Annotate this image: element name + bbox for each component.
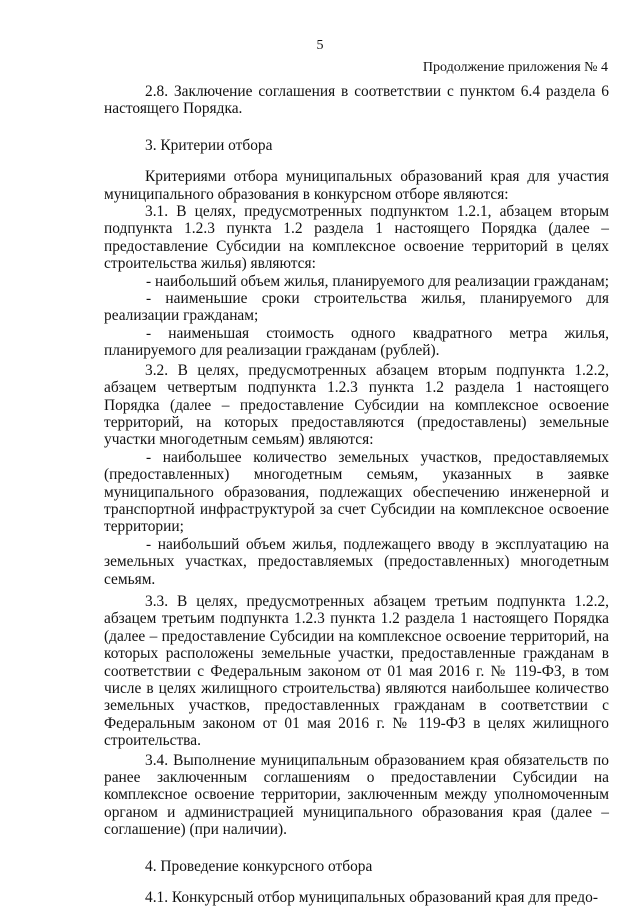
paragraph-3-2-item-1: - наибольшее количество земельных участков, предоставляемых (предоставленных) многодетным семьям, указанных в заявке муниципального образования, подлежащих обеспечению инженерной и транспортной инфраструктурой за счет Субсидии на комплексное освоение территории; <box>104 448 609 536</box>
paragraph-3-3: 3.3. В целях, предусмотренных абзацем третьим подпункта 1.2.2, абзацем третьим подпункта 1.2.3 пункта 1.2 раздела 1 настоящего Порядка (далее – предоставление Субсидии на комплексное освоение территорий, на которых расположены земельные участки, предоставленные гражданам в соответствии с Федеральным законом от 01 мая 2016 г. № 119-ФЗ, в том числе в целях жилищного строительства) являются наибольшее количество земельных участков, предоставленных гражданам в соответствии с Федеральным законом от 01 мая 2016 г. № 119-ФЗ в целях жилищного строительства. <box>104 592 609 750</box>
paragraph-3-intro: Критериями отбора муниципальных образований края для участия муниципального образования в конкурсном отборе являются: <box>104 168 609 203</box>
paragraph-3-1: 3.1. В целях, предусмотренных подпунктом 1.2.1, абзацем вторым подпункта 1.2.3 пункта 1.2 раздела 1 настоящего Порядка (далее – предоставление Субсидии на комплексное освоение территорий в целях строительства жилья) являются: <box>104 203 609 273</box>
annex-label: Продолжение приложения № 4 <box>422 60 608 75</box>
page-number: 5 <box>316 38 324 53</box>
section-3-heading: 3. Критерии отбора <box>145 136 273 154</box>
document-body <box>104 83 609 906</box>
paragraph-3-4: 3.4. Выполнение муниципальным образованием края обязательств по ранее заключенным соглашениям о предоставлении Субсидии на комплексное освоение территории, заключенным между уполномоченным органом и администрацией муниципального образования края (далее – соглашение) (при наличии). <box>104 751 609 839</box>
paragraph-3-1-item-3: - наименьшая стоимость одного квадратного метра жилья, планируемого для реализации гражданам (рублей). <box>104 324 609 360</box>
paragraph-3-1-item-1: - наибольший объем жилья, планируемого для реализации гражданам; <box>146 272 609 290</box>
paragraph-3-1-item-2: - наименьшие сроки строительства жилья, планируемого для реализации гражданам; <box>104 290 609 325</box>
paragraph-3-2: 3.2. В целях, предусмотренных абзацем вторым подпункта 1.2.2, абзацем четвертым подпункта 1.2.3 пункта 1.2 раздела 1 настоящего Порядка (далее – предоставление Субсидии на комплексное освоение территорий, на которых предоставляются (предоставлены) земельные участки многодетным семьям) являются: <box>104 361 609 449</box>
paragraph-4-1: 4.1. Конкурсный отбор муниципальных образований края для предо- <box>145 889 598 906</box>
section-4-heading: 4. Проведение конкурсного отбора <box>145 857 373 875</box>
paragraph-2-8: 2.8. Заключение соглашения в соответствии с пунктом 6.4 раздела 6 настоящего Порядка. <box>104 83 609 118</box>
paragraph-3-2-item-2: - наибольший объем жилья, подлежащего вводу в эксплуатацию на земельных участках, предоставляемых (предоставленных) многодетным семьям. <box>104 535 609 588</box>
